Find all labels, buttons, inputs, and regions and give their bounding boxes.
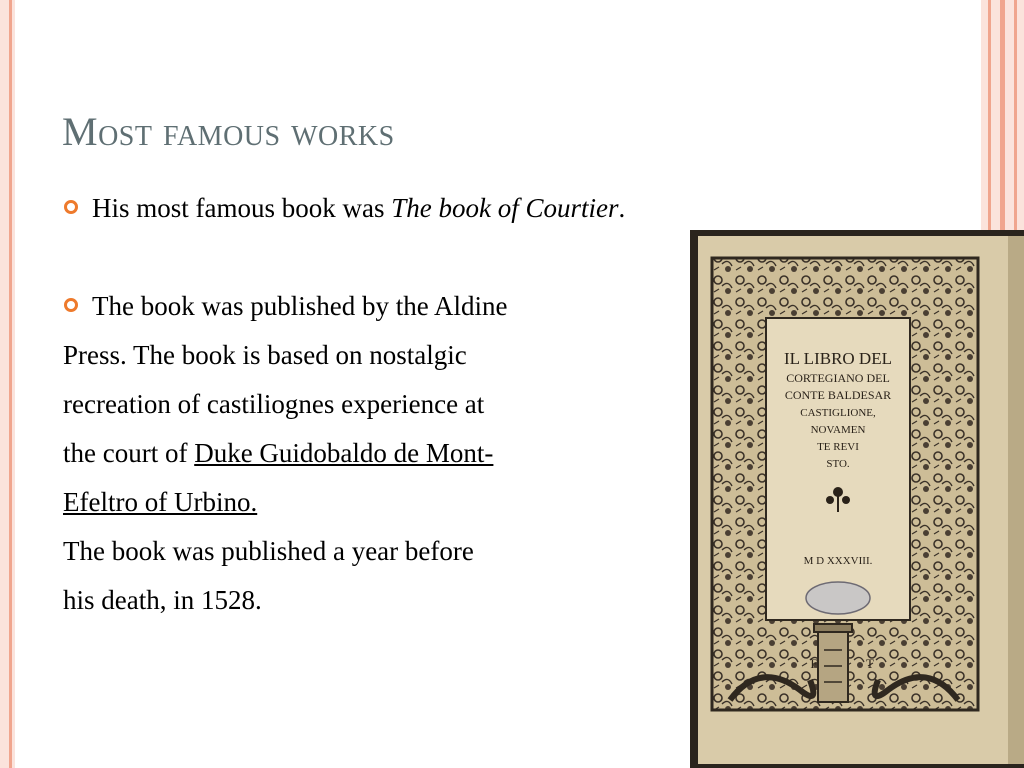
book-title-page-image	[690, 230, 1024, 768]
text-line: recreation of castiliognes experience at	[63, 389, 485, 419]
title-line: CASTIGLIONE,	[800, 407, 876, 419]
library-stamp	[806, 582, 870, 614]
text-line: Press. The book is based on nostalgic	[63, 340, 467, 370]
emblem-letter: T	[866, 656, 874, 671]
bullet-ring-icon	[64, 298, 78, 312]
emblem-letter: F	[810, 656, 818, 671]
bullet-item	[62, 184, 703, 233]
slide-body	[63, 184, 703, 625]
title-line: TE REVI	[817, 441, 859, 453]
bullet-item	[62, 282, 703, 331]
title-line: NOVAMEN	[810, 424, 866, 436]
title-line: CONTE BALDESAR	[784, 388, 892, 402]
title-line: IL LIBRO DEL	[784, 349, 892, 368]
duke-link-continued[interactable]: Efeltro of Urbino.	[63, 487, 258, 517]
bullet-text: The book was published by the Aldine	[92, 291, 508, 321]
title-line: STO.	[826, 458, 850, 470]
text-line: The book was published a year before	[63, 536, 474, 566]
text-line-prefix: the court of	[63, 438, 195, 468]
frame-left-band	[0, 0, 15, 768]
frame-left-line	[9, 0, 12, 768]
bullet-ring-icon	[64, 200, 78, 214]
book-title-emphasis: The book of Courtier	[391, 193, 619, 223]
page-edges	[1008, 236, 1024, 764]
spacer	[63, 233, 703, 282]
publication-year: M D XXXVIII.	[803, 555, 873, 567]
bullet-end: .	[618, 193, 626, 223]
title-line: CORTEGIANO DEL	[786, 371, 890, 385]
slide-title: Most famous works	[62, 109, 395, 154]
bullet-text: His most famous book was	[92, 193, 392, 223]
duke-link[interactable]: Duke Guidobaldo de Mont-	[194, 438, 494, 468]
text-line	[63, 478, 703, 527]
text-line	[63, 429, 703, 478]
text-line: his death, in 1528.	[63, 585, 262, 615]
tower-emblem-icon	[814, 624, 852, 702]
